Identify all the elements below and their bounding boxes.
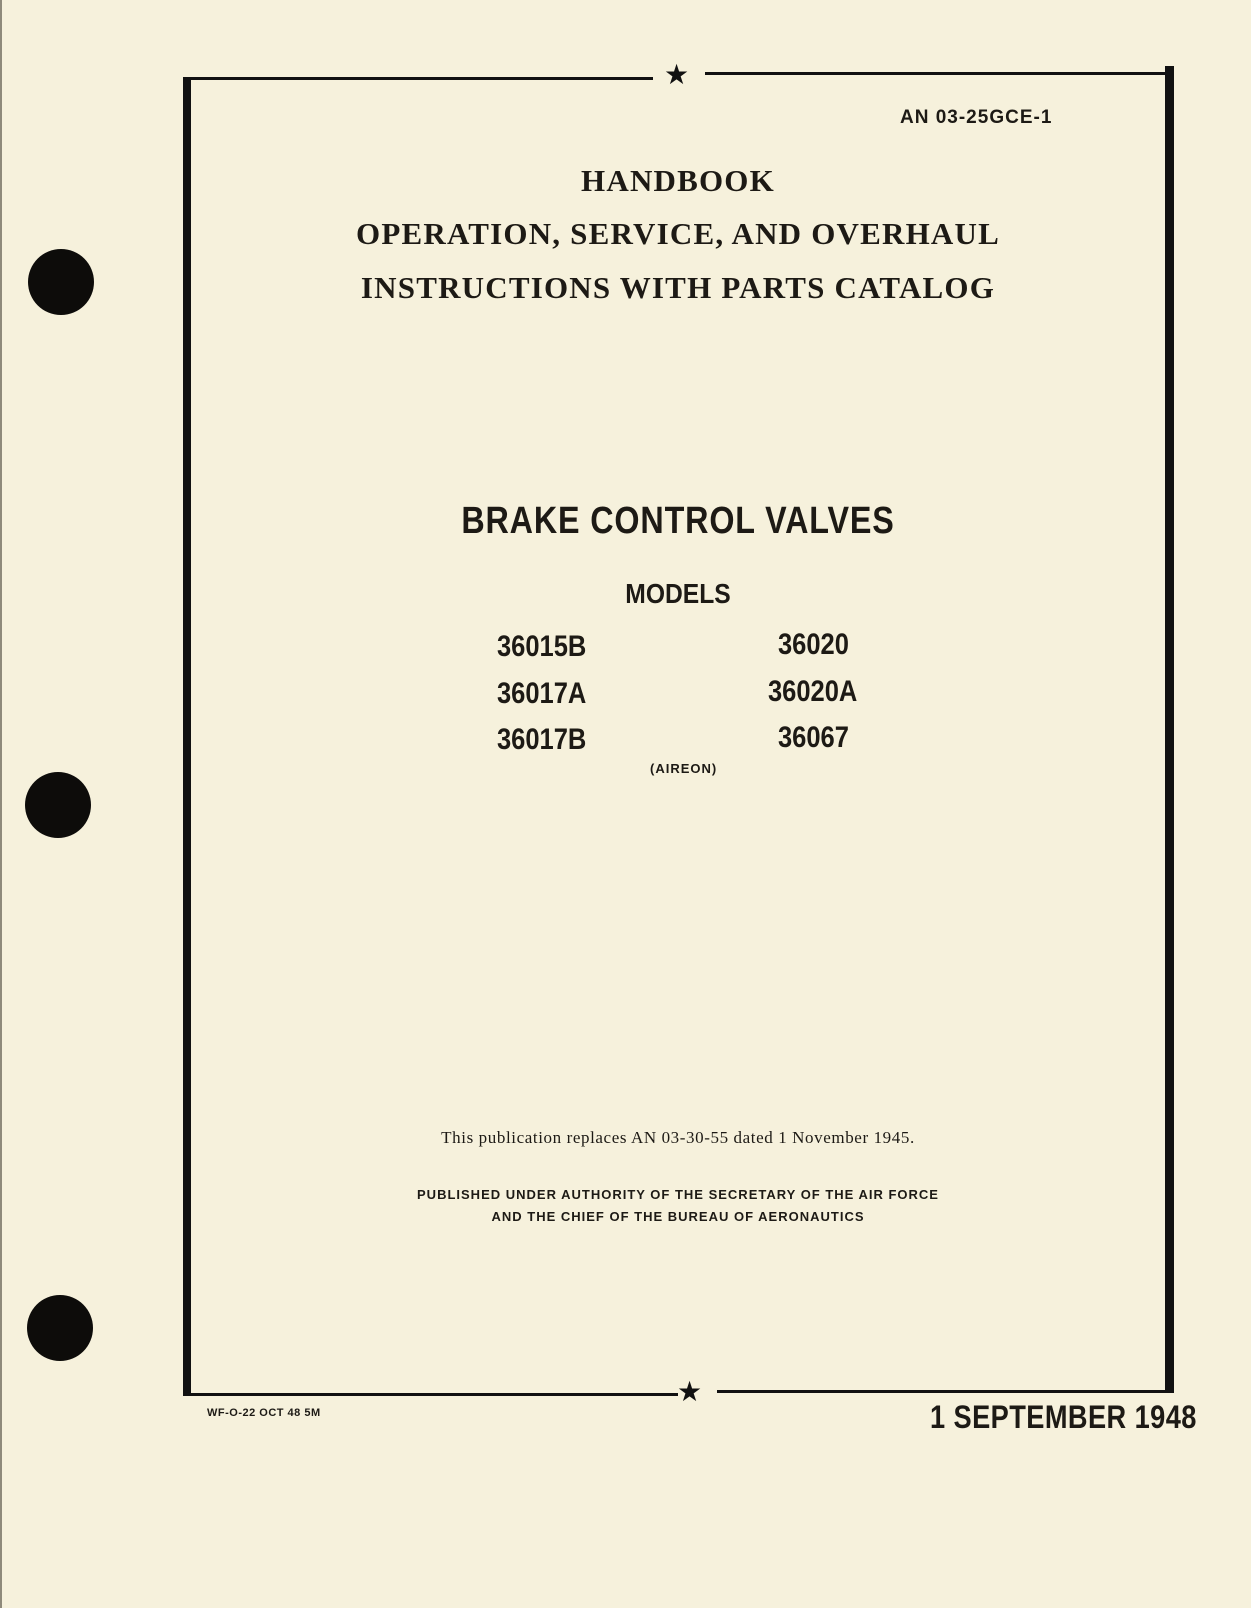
model-number: 36017B (497, 723, 587, 756)
model-number: 36017A (497, 677, 587, 710)
model-number: 36020A (768, 675, 858, 708)
document-number: AN 03-25GCE-1 (900, 107, 1053, 128)
star-ornament-top-icon: ★ (664, 58, 690, 91)
frame-bottom-rule-left (191, 1393, 678, 1396)
model-number: 36067 (778, 721, 849, 754)
model-number: 36015B (497, 630, 587, 663)
supersedes-note: This publication replaces AN 03-30-55 dated 1 November 1945. (441, 1128, 915, 1147)
authority-line-1: PUBLISHED UNDER AUTHORITY OF THE SECRETARY OF THE AIR FORCE (417, 1187, 939, 1202)
binder-hole-top (28, 249, 94, 315)
binder-hole-bottom (27, 1295, 93, 1361)
frame-top-rule-right (705, 72, 1174, 75)
frame-bottom-rule-right (717, 1390, 1174, 1393)
models-heading: MODELS (625, 578, 731, 609)
publication-date: 1 SEPTEMBER 1948 (930, 1399, 1197, 1435)
authority-line-2: AND THE CHIEF OF THE BUREAU OF AERONAUTICS (491, 1209, 865, 1224)
frame-top-rule-left (183, 77, 653, 80)
frame-right-border (1165, 66, 1174, 1392)
star-ornament-bottom-icon: ★ (677, 1375, 703, 1408)
title-line-2: OPERATION, SERVICE, AND OVERHAUL (356, 216, 1000, 251)
title-line-1: HANDBOOK (581, 163, 775, 198)
print-code: WF-O-22 OCT 48 5M (207, 1407, 321, 1419)
subject-title: BRAKE CONTROL VALVES (461, 500, 895, 542)
binder-hole-middle (25, 772, 91, 838)
model-number: 36020 (778, 628, 849, 661)
frame-left-border (183, 78, 191, 1396)
page-edge (0, 0, 6, 1608)
manufacturer-label: (AIREON) (650, 761, 718, 776)
title-line-3: INSTRUCTIONS WITH PARTS CATALOG (360, 270, 996, 305)
